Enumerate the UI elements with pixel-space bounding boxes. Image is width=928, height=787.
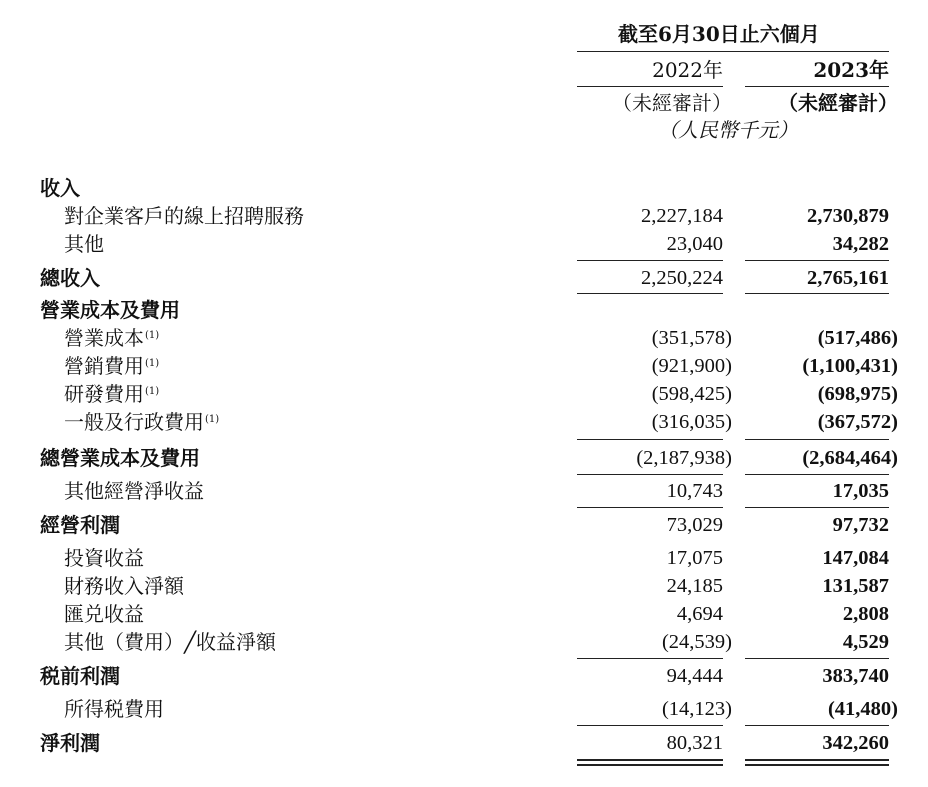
selling-2023: (1,100,431) — [802, 355, 898, 377]
header-rule — [577, 51, 889, 52]
rule-pretax-2023 — [745, 658, 889, 659]
other-net-2023: 4,529 — [842, 631, 889, 653]
rev-online-2023: 2,730,879 — [807, 205, 889, 227]
ga-2023: (367,572) — [817, 411, 898, 433]
ga-text: 一般及行政費用 — [64, 410, 204, 434]
period-header: 截至6月30日止六個月 — [618, 22, 820, 46]
footnote-ref: (1) — [145, 358, 160, 369]
finance-income-2022: 24,185 — [666, 575, 723, 597]
op-profit-2022: 73,029 — [666, 514, 723, 536]
cost-of-revenue-label — [64, 328, 159, 348]
rule-pretax-2022 — [577, 658, 723, 659]
ga-2022: (316,035) — [651, 411, 732, 433]
rule-after-total-rev-2023 — [745, 293, 889, 294]
rev-other-label: 其他 — [64, 232, 104, 256]
other-net-label: 其他（費用）╱收益淨額 — [64, 630, 277, 654]
total-revenue-label: 總收入 — [40, 266, 100, 290]
footnote-ref: (1) — [205, 414, 220, 425]
rule-op-profit-2022 — [577, 507, 723, 508]
rnd-label — [64, 384, 159, 404]
rule-net-profit-2023 — [745, 725, 889, 726]
col-2022-audit: （未經審計） — [612, 91, 732, 115]
col-2023-audit: （未經審計） — [778, 91, 898, 115]
rev-other-2023: 34,282 — [832, 233, 889, 255]
fx-gains-label: 匯兑收益 — [64, 602, 144, 626]
finance-income-2023: 131,587 — [822, 575, 889, 597]
selling-text: 營銷費用 — [64, 354, 144, 378]
invest-income-2023: 147,084 — [822, 547, 889, 569]
cost-of-revenue-text: 營業成本 — [64, 326, 144, 350]
rev-online-2022: 2,227,184 — [641, 205, 723, 227]
other-op-gains-label: 其他經營淨收益 — [64, 479, 204, 503]
rnd-2022: (598,425) — [651, 383, 732, 405]
rule-after-total-costs-2023 — [745, 474, 889, 475]
other-net-2022: (24,539) — [661, 631, 732, 653]
selling-2022: (921,900) — [651, 355, 732, 377]
op-profit-2023: 97,732 — [832, 514, 889, 536]
col-2022-rule — [577, 86, 723, 87]
rule-net-profit-2022 — [577, 725, 723, 726]
total-revenue-2023: 2,765,161 — [807, 267, 889, 289]
invest-income-2022: 17,075 — [666, 547, 723, 569]
double-rule-top-2022 — [577, 759, 723, 761]
op-profit-label: 經營利潤 — [40, 513, 120, 537]
rule-total-rev-2022 — [577, 260, 723, 261]
rnd-2023: (698,975) — [817, 383, 898, 405]
rule-after-total-rev-2022 — [577, 293, 723, 294]
pretax-profit-2023: 383,740 — [822, 665, 889, 687]
net-profit-label: 淨利潤 — [40, 731, 100, 755]
net-profit-2023: 342,260 — [822, 732, 889, 754]
finance-income-label: 財務收入淨額 — [64, 574, 184, 598]
total-revenue-2022: 2,250,224 — [641, 267, 723, 289]
rule-total-rev-2023 — [745, 260, 889, 261]
total-costs-2023: (2,684,464) — [802, 447, 898, 469]
rev-online-label: 對企業客戶的線上招聘服務 — [64, 204, 304, 228]
total-costs-label: 總營業成本及費用 — [40, 446, 200, 470]
double-rule-top-2023 — [745, 759, 889, 761]
selling-label — [64, 356, 159, 376]
pretax-profit-label: 税前利潤 — [40, 664, 120, 688]
income-tax-2022: (14,123) — [661, 698, 732, 720]
footnote-ref: (1) — [145, 386, 160, 397]
other-op-gains-2022: 10,743 — [666, 480, 723, 502]
col-2023-rule — [745, 86, 889, 87]
cost-of-revenue-2023: (517,486) — [817, 327, 898, 349]
net-profit-2022: 80,321 — [666, 732, 723, 754]
cost-of-revenue-2022: (351,578) — [651, 327, 732, 349]
fx-gains-2023: 2,808 — [842, 603, 889, 625]
invest-income-label: 投資收益 — [64, 546, 144, 570]
income-tax-label: 所得税費用 — [64, 697, 164, 721]
costs-heading: 營業成本及費用 — [40, 298, 180, 322]
unit-label: （人民幣千元） — [658, 118, 798, 142]
rule-total-costs-2022 — [577, 439, 723, 440]
double-rule-bottom-2022 — [577, 764, 723, 766]
ga-label — [64, 412, 219, 432]
rule-after-total-costs-2022 — [577, 474, 723, 475]
footnote-ref: (1) — [145, 330, 160, 341]
rev-other-2022: 23,040 — [666, 233, 723, 255]
rnd-text: 研發費用 — [64, 382, 144, 406]
other-op-gains-2023: 17,035 — [832, 480, 889, 502]
fx-gains-2022: 4,694 — [676, 603, 723, 625]
rule-op-profit-2023 — [745, 507, 889, 508]
revenue-heading: 收入 — [40, 176, 80, 200]
col-2022-year: 2022年 — [652, 58, 723, 82]
income-tax-2023: (41,480) — [827, 698, 898, 720]
double-rule-bottom-2023 — [745, 764, 889, 766]
col-2023-year: 2023年 — [813, 58, 889, 82]
total-costs-2022: (2,187,938) — [636, 447, 732, 469]
pretax-profit-2022: 94,444 — [666, 665, 723, 687]
rule-total-costs-2023 — [745, 439, 889, 440]
